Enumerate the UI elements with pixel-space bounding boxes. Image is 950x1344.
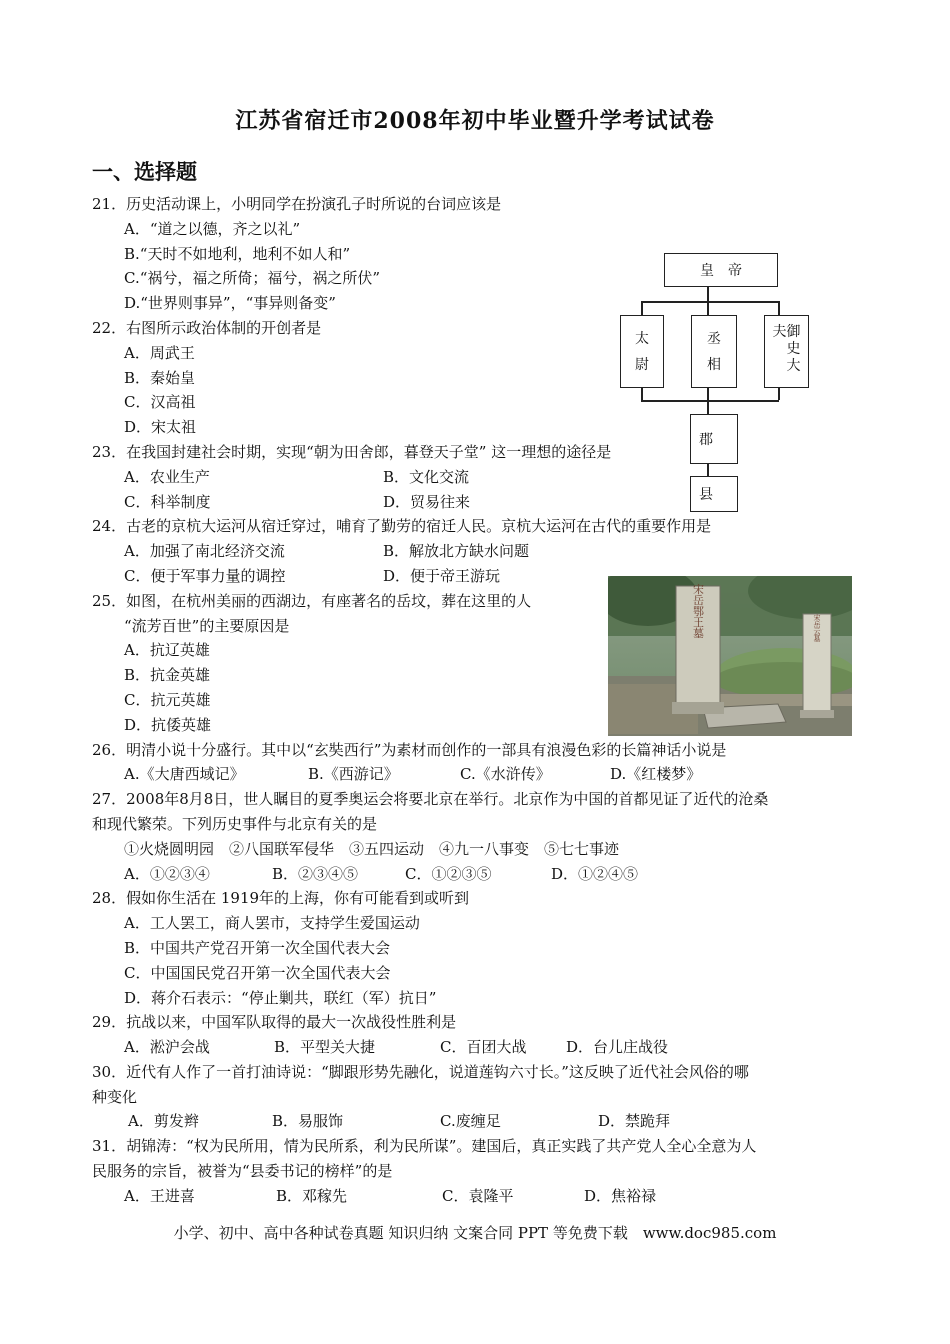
q25-option-a: A．抗辽英雄 bbox=[124, 641, 210, 660]
q24-options-row1 bbox=[92, 539, 872, 564]
q30-option-c: C.废缠足 bbox=[440, 1112, 501, 1131]
q25-option-b: B．抗金英雄 bbox=[124, 666, 211, 685]
taiwei-box bbox=[620, 315, 664, 388]
q30-option-d: D．禁跪拜 bbox=[598, 1112, 671, 1131]
q21-option-b: B.“天时不如地利，地利不如人和” bbox=[124, 244, 351, 263]
q22-option-d: D．宋太祖 bbox=[124, 418, 197, 437]
q27-option-d: D．①②④⑤ bbox=[551, 864, 639, 883]
connector-line bbox=[778, 388, 780, 400]
stele-1-inscription: 宋岳鄂王墓 bbox=[691, 583, 705, 639]
q29-option-b: B．平型关大捷 bbox=[274, 1038, 376, 1057]
exam-title: 江苏省宿迁市2008年初中毕业暨升学考试试卷 bbox=[235, 108, 715, 134]
q27-option-a: A．①②③④ bbox=[124, 864, 210, 883]
q27-stem: 27．2008年8月8日，世人瞩目的夏季奥运会将要北京在举行。北京作为中国的首都见证了近代的沧桑 bbox=[92, 790, 769, 809]
q21-option-c: C.“祸兮，福之所倚；福兮，祸之所伏” bbox=[124, 269, 381, 288]
q31-options bbox=[92, 1184, 872, 1209]
q25-stem-cont: “流芳百世”的主要原因是 bbox=[124, 616, 290, 635]
q30-option-a: A．剪发辫 bbox=[128, 1112, 199, 1131]
q27-option-c: C．①②③⑤ bbox=[405, 864, 492, 883]
q30-options bbox=[92, 1109, 872, 1134]
jun-label: 郡 bbox=[699, 432, 713, 448]
q31-option-a: A．王进喜 bbox=[124, 1186, 195, 1205]
connector-line bbox=[641, 388, 643, 400]
q29-stem: 29．抗战以来，中国军队取得的最大一次战役性胜利是 bbox=[92, 1013, 457, 1032]
q28-option-c: C．中国国民党召开第一次全国代表大会 bbox=[124, 963, 391, 982]
taiwei-char-1: 太 bbox=[635, 330, 649, 347]
connector-line bbox=[707, 400, 709, 414]
q21-option-a: A．“道之以德，齐之以礼” bbox=[124, 219, 301, 238]
q28-stem: 28．假如你生活在 1919年的上海，你有可能看到或听到 bbox=[92, 889, 470, 908]
q31-option-b: B．邓稼先 bbox=[276, 1186, 348, 1205]
qin-political-system-diagram bbox=[620, 250, 820, 512]
connector-line bbox=[707, 388, 709, 400]
q24-option-d: D．便于帝王游玩 bbox=[383, 566, 501, 585]
connector-line bbox=[641, 301, 779, 303]
q23-option-c: C．科举制度 bbox=[124, 492, 211, 511]
q27-items: ①火烧圆明园 ②八国联军侵华 ③五四运动 ④九一八事变 ⑤七七事迹 bbox=[124, 839, 620, 858]
q21-stem: 21．历史活动课上，小明同学在扮演孔子时所说的台词应该是 bbox=[92, 195, 502, 213]
q28-option-a: A．工人罢工，商人罢市，支持学生爱国运动 bbox=[124, 914, 420, 933]
q30-stem: 30．近代有人作了一首打油诗说：“脚跟形势先融化，说道莲钩六寸长。”这反映了近代社会风俗的哪 bbox=[92, 1062, 749, 1081]
section-heading: 一、选择题 bbox=[92, 159, 197, 184]
yushi-char-3: 大 bbox=[786, 358, 801, 374]
q27-options bbox=[92, 862, 872, 887]
emperor-label: 皇 帝 bbox=[700, 263, 742, 279]
yue-fei-tomb-picture bbox=[608, 576, 852, 736]
q23-stem: 23．在我国封建社会时期，实现“朝为田舍郎，暮登天子堂” 这一理想的途径是 bbox=[92, 442, 612, 461]
stele-2-inscription: 宋岳云墓 bbox=[813, 614, 821, 642]
q24-option-c: C．便于军事力量的调控 bbox=[124, 566, 286, 585]
q26-option-a: A.《大唐西域记》 bbox=[124, 765, 245, 784]
q29-option-a: A．淞沪会战 bbox=[124, 1038, 210, 1057]
q22-option-b: B．秦始皇 bbox=[124, 368, 196, 387]
q24-option-a: A．加强了南北经济交流 bbox=[124, 542, 285, 561]
q27-option-b: B．②③④⑤ bbox=[272, 864, 359, 883]
q24-option-b: B．解放北方缺水问题 bbox=[383, 542, 530, 561]
q26-option-c: C.《水浒传》 bbox=[460, 765, 551, 784]
connector-line bbox=[707, 301, 709, 315]
q23-option-b: B．文化交流 bbox=[383, 467, 470, 486]
q26-option-b: B.《西游记》 bbox=[308, 765, 399, 784]
chengxiang-box bbox=[691, 315, 737, 388]
q23-option-a: A．农业生产 bbox=[124, 467, 210, 486]
q30-stem-cont: 种变化 bbox=[92, 1087, 138, 1106]
q21-option-d: D.“世界则事异”，“事异则备变” bbox=[124, 294, 336, 313]
q26-options bbox=[92, 762, 872, 787]
taiwei-char-2: 尉 bbox=[635, 356, 649, 373]
q22-option-c: C．汉高祖 bbox=[124, 393, 196, 412]
q25-option-d: D．抗倭英雄 bbox=[124, 715, 212, 734]
connector-line bbox=[707, 287, 709, 301]
q22-option-a: A．周武王 bbox=[124, 343, 195, 362]
yushi-char-1: 御 bbox=[786, 324, 801, 340]
xian-label: 县 bbox=[699, 487, 713, 503]
q23-option-d: D．贸易往来 bbox=[383, 492, 471, 511]
q31-option-c: C．袁隆平 bbox=[442, 1186, 514, 1205]
xian-box bbox=[690, 476, 738, 512]
q28-option-b: B．中国共产党召开第一次全国代表大会 bbox=[124, 938, 391, 957]
q29-options bbox=[92, 1035, 872, 1060]
connector-line bbox=[641, 301, 643, 315]
q29-option-c: C．百团大战 bbox=[440, 1038, 527, 1057]
yushidafu-box bbox=[764, 315, 809, 388]
q27-stem-cont: 和现代繁荣。下列历史事件与北京有关的是 bbox=[92, 814, 378, 833]
q28-option-d: D．蒋介石表示：“停止剿共，联红（军）抗日” bbox=[124, 988, 437, 1007]
connector-line bbox=[707, 464, 709, 476]
yue-fei-tomb-photo bbox=[608, 576, 852, 736]
yushi-char-4: 夫 bbox=[772, 324, 787, 340]
page-footer: 小学、初中、高中各种试卷真题 知识归纳 文案合同 PPT 等免费下载 www.doc985.com bbox=[173, 1224, 777, 1242]
q31-option-d: D．焦裕禄 bbox=[584, 1186, 657, 1205]
q25-option-c: C．抗元英雄 bbox=[124, 690, 211, 709]
q22-stem: 22．右图所示政治体制的开创者是 bbox=[92, 318, 322, 337]
q26-stem: 26．明清小说十分盛行。其中以“玄奘西行”为素材而创作的一部具有浪漫色彩的长篇神话小说是 bbox=[92, 740, 727, 759]
q30-option-b: B．易服饰 bbox=[272, 1112, 344, 1131]
emperor-box bbox=[664, 253, 778, 287]
q24-stem: 24．古老的京杭大运河从宿迁穿过，哺育了勤劳的宿迁人民。京杭大运河在古代的重要作用是 bbox=[92, 517, 712, 536]
chengxiang-char-2: 相 bbox=[707, 356, 721, 373]
chengxiang-char-1: 丞 bbox=[707, 330, 721, 347]
q29-option-d: D．台儿庄战役 bbox=[566, 1038, 669, 1057]
q25-stem: 25．如图，在杭州美丽的西湖边，有座著名的岳坟，葬在这里的人 bbox=[92, 591, 532, 610]
q26-option-d: D.《红楼梦》 bbox=[610, 765, 702, 784]
connector-line bbox=[641, 400, 779, 402]
jun-box bbox=[690, 414, 738, 464]
q31-stem-cont: 民服务的宗旨，被誉为“县委书记的榜样”的是 bbox=[92, 1162, 393, 1181]
q31-stem: 31．胡锦涛：“权为民所用，情为民所系，利为民所谋”。建国后，真正实践了共产党人全心全意为人 bbox=[92, 1137, 757, 1156]
connector-line bbox=[778, 301, 780, 315]
yushi-char-2: 史 bbox=[786, 341, 801, 357]
